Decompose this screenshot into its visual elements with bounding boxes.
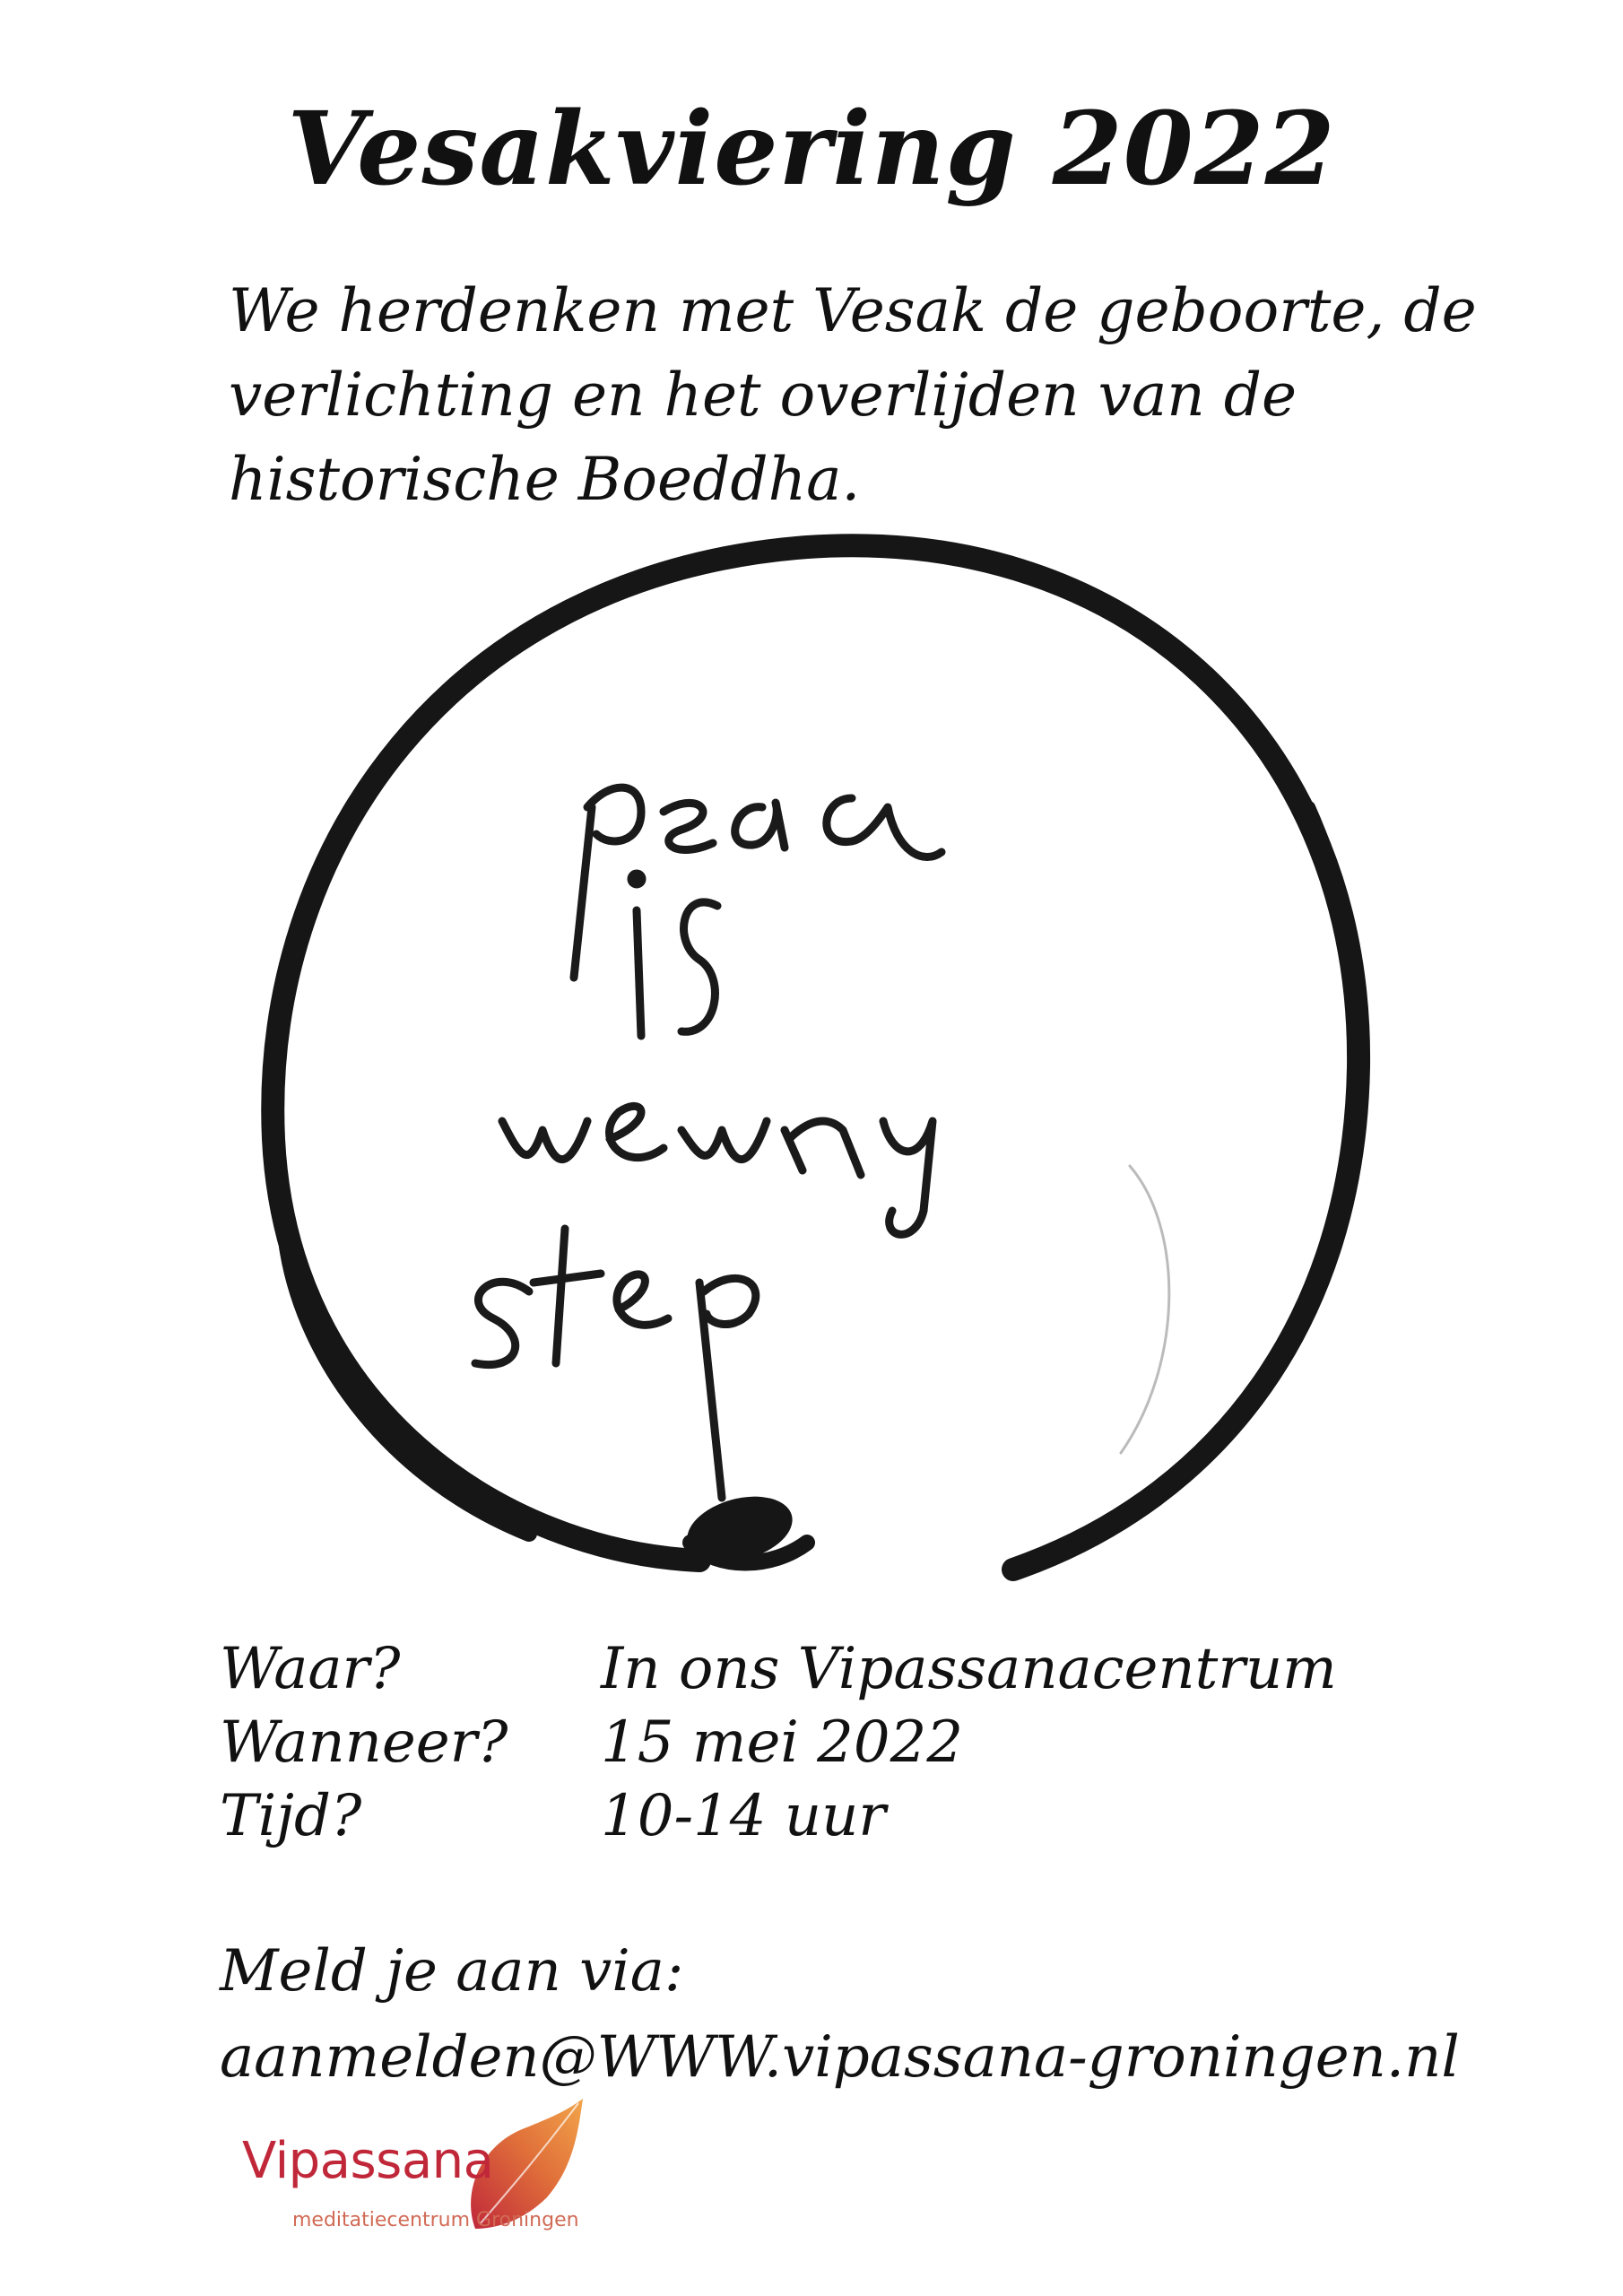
vipassana-logo <box>242 2094 583 2247</box>
intro-text: We herdenken met Vesak de geboorte, de verlichting en het overlijden van de historische Boeddha. <box>229 276 1477 514</box>
detail-value: 10-14 uur <box>601 1783 886 1849</box>
detail-value: 15 mei 2022 <box>601 1709 964 1776</box>
detail-row-when <box>220 1706 1475 1779</box>
signup-section <box>220 1928 1583 2100</box>
enso-circle-calligraphy <box>233 511 1399 1605</box>
enso-brush-stroke <box>273 545 1358 1570</box>
detail-label: Tijd? <box>220 1783 362 1849</box>
detail-label: Waar? <box>220 1636 401 1702</box>
logo-subtitle: meditatiecentrum Groningen <box>292 2209 579 2231</box>
signup-email: aanmelden@WWW.vipassana-groningen.nl <box>220 2024 1460 2091</box>
signup-label: Meld je aan via: <box>220 1938 684 2005</box>
detail-row-where <box>220 1632 1475 1706</box>
detail-row-time <box>220 1779 1475 1853</box>
detail-value: In ons Vipassanacentrum <box>601 1636 1337 1702</box>
detail-label: Wanneer? <box>220 1709 508 1776</box>
logo-name: Vipassana <box>242 2132 494 2190</box>
page-title: Vesakviering 2022 <box>287 91 1336 208</box>
event-details <box>220 1632 1475 1853</box>
